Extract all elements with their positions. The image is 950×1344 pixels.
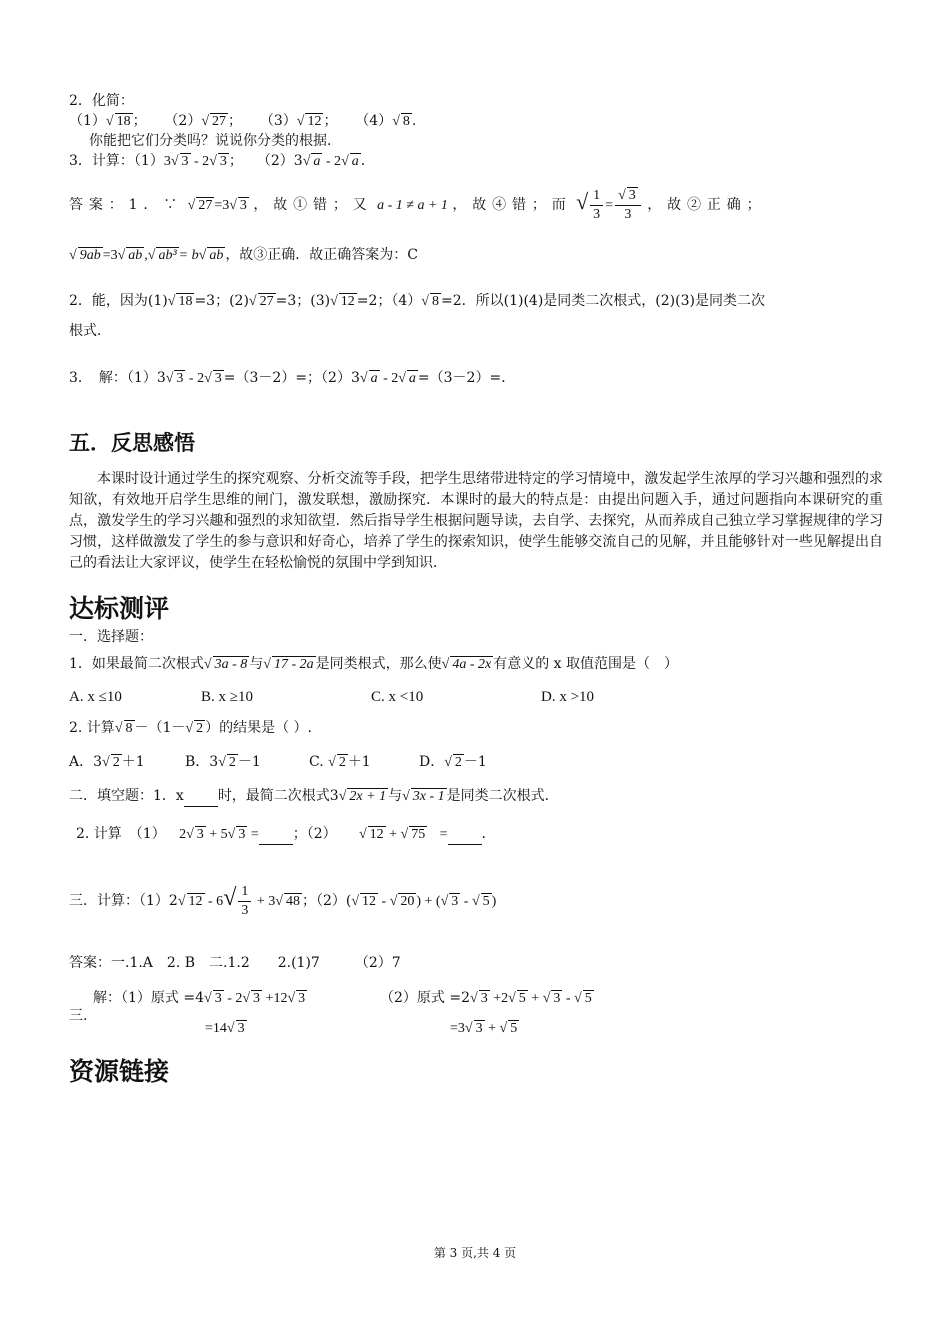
reflection-body: 本课时设计通过学生的探究观察、分析交流等手段，把学生思绪带进特定的学习情境中，激发起学生浓厚的学习兴趣和强烈的求知欲，有效地开启学生思维的闸门，激发联想，激励探究．本课时的最大的特点是：由提出问题入手，通过问题指向本课研究的重点，激发学生的学习兴趣和强烈的求知欲望．然后指导学生根据问题导读，去自学、去探究，从而养成自己独立学习掌握规律的学习习惯，这样做激发了学生的参与意识和好奇心，培养了学生的探索知识，使学生能够交流自己的见解，并且能够针对一些见解提出自己的看法让大家评议，使学生在轻松愉悦的氛围中学到知识．	[69, 471, 883, 571]
answer-1-cont: √ 9ab =3√ ab ,√ ab³ = b√ ab ，故③正确．故正确答案为：C	[69, 245, 418, 266]
test-heading: 达标测评	[69, 594, 170, 623]
solution-label: 三.	[69, 1008, 88, 1024]
test-compute: 三．计算：（1）2√ 12 - 6√ $\frac{1}{3}$ + 3√ 48 ；（2）(√ 12 - √ 20 ) + (√ 3 - √ 5 )	[69, 874, 496, 926]
fraction-1-over-3: $\frac{1}{3}$	[590, 187, 603, 224]
test-q2-options: A．3√ 2 ＋1 B．3√ 2 －1 C. √ 2 ＋1 D．√ 2 －1	[69, 752, 487, 773]
q2-parts: （1）√ 18 ； （2）√ 27 ； （3）√ 12 ； （4）√ 8 .	[69, 111, 416, 132]
fraction-1-over-3-b: $\frac{1}{3}$	[238, 883, 251, 920]
q3-line: 3．计算：（1）3√ 3 - 2√ 3 ； （2）3√ a - 2√ a ．	[69, 151, 375, 172]
solution-2-line1: （2）原式 =2√ 3 +2√ 5 + √ 3 - √ 5	[380, 988, 594, 1009]
answer-3-line: 3． 解：（1）3√ 3 - 2√ 3 =（3－2）=；（2）3√ a - 2√ a =（3－2）=．	[69, 368, 515, 389]
solution-1-line1: 解：（1）原式 =4√ 3 - 2√ 3 +12√ 3	[93, 988, 307, 1009]
test-fill-1: 二．填空题：1．x 时，最简二次根式3√ 2x + 1 与√ 3x - 1 是同类二次根式．	[69, 786, 559, 807]
test-q1: 1．如果最简二次根式√ 3a - 8 与√ 17 - 2a 是同类根式，那么使√ 4a - 2x 有意义的 x 取值范围是（ ）	[69, 654, 678, 675]
answer-1-line: 答案：1．∵ √ 27 =3√ 3 ，故①错；又 a - 1 ≠ a + 1 ，故④错；而 √ $\frac{1}{3}$ = √ $\frac{3}{3}$ ，故②正确；	[69, 186, 767, 224]
solution-1-line2: =14√ 3	[205, 1018, 247, 1039]
test-q2: 2. 计算√ 8 －（1－√ 2 ）的结果是（ ）.	[69, 718, 312, 739]
test-fill-2: 2. 计算 （1） 2√ 3 + 5√ 3 = ；（2） √ 12 + √ 75 = ．	[76, 824, 496, 845]
q2-question: 你能把它们分类吗？说说你分类的根据．	[89, 133, 341, 149]
fraction-root3-over-3: √ $\frac{3}{3}$	[615, 187, 641, 224]
test-section-1: 一．选择题：	[69, 629, 153, 645]
answer-2-line2: 根式．	[69, 323, 111, 339]
answer-2-line1: 2．能，因为(1)√ 18 =3；(2)√ 27 =3；(3)√ 12 =2；（4）√ 8 =2．所以(1)(4)是同类二次根式，(2)(3)是同类二次	[69, 291, 765, 312]
resources-heading: 资源链接	[69, 1057, 170, 1086]
solution-2-line2: =3√ 3 + √ 5	[450, 1018, 519, 1039]
test-answers: 答案：一.1.A 2. B 二.1.2 2.(1)7 （2）7	[69, 955, 401, 971]
q2-title: 2．化简：	[69, 93, 134, 109]
test-q1-options: A. x ≤10 B. x ≥10 C. x <10 D. x >10	[69, 689, 595, 705]
page-footer: 第 3 页,共 4 页	[433, 1246, 517, 1260]
reflection-heading: 五．反思感悟	[69, 431, 195, 455]
